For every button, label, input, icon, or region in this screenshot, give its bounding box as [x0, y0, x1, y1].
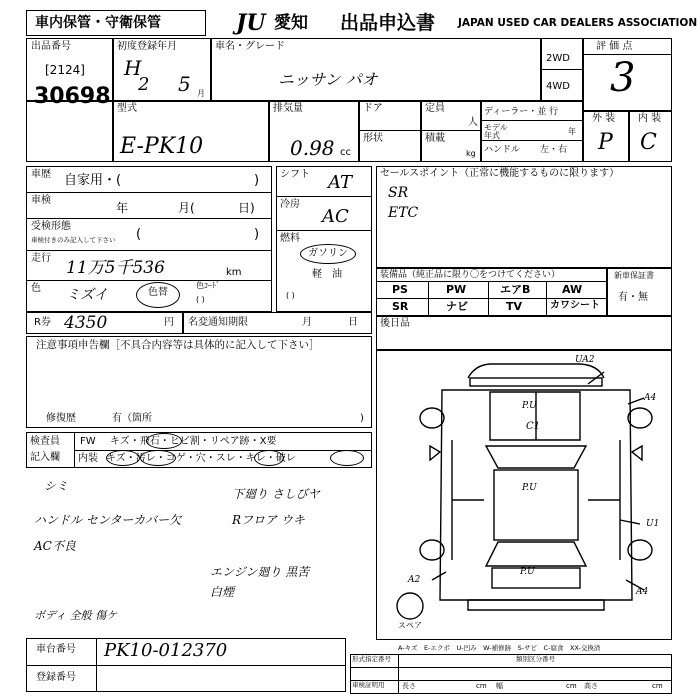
equip-tv: TV: [506, 300, 523, 313]
mark-circle-5: [330, 450, 364, 466]
sales-points-block: [376, 166, 672, 268]
drive-4wd: 4WD: [546, 81, 570, 92]
aircon-value: AC: [322, 206, 349, 227]
mark-circle-2: [106, 450, 140, 466]
damage-mark-pu-roof: P.U: [522, 483, 537, 493]
damage-mark-c1: C1: [526, 421, 541, 432]
equip-airbag: エアB: [500, 283, 531, 296]
acceptance-open: (: [136, 227, 142, 242]
aircon-label: 冷房: [280, 199, 300, 210]
doors-label: ドア: [363, 103, 383, 114]
hand-note-2: ハンドル センターカバー欠: [34, 513, 182, 527]
load-label: 積載: [425, 133, 445, 144]
interior-label: 内 装: [638, 113, 662, 124]
recycle-label: R券: [34, 317, 51, 328]
mark-circle-4: [254, 450, 284, 466]
registration-era: H: [124, 56, 142, 80]
shape-label: 形状: [363, 133, 383, 144]
warranty-label: 新車保証書: [614, 271, 654, 280]
damage-mark-pu-rear: P.U: [520, 567, 535, 577]
notes-label: 注意事項申告欄［不具合内容等は具体的に記入して下さい］: [36, 339, 320, 351]
equip-navi: ナビ: [446, 300, 468, 313]
mileage-unit: km: [226, 267, 242, 278]
spare-label: スペア: [398, 621, 422, 630]
checker-label-1: 検査員: [30, 436, 60, 447]
hand-note-3: AC不良: [34, 539, 76, 553]
footer-height: 高さ: [584, 682, 598, 690]
diagram-block: [376, 350, 672, 640]
registration-label: 初度登録年月: [117, 41, 177, 52]
equip-pw: PW: [446, 283, 467, 296]
repair-label: 修復歴: [46, 413, 76, 424]
damage-legend: A-キズ E-エクボ U-凹み W-補修跡 S-サビ C-腐食 XX-交換済: [398, 644, 601, 652]
load-unit: kg: [466, 149, 476, 158]
meter-month: 月: [302, 317, 312, 328]
equip-sr: SR: [392, 300, 409, 313]
color-value: ミズイ: [66, 287, 108, 303]
exterior-label: 外 装: [592, 113, 616, 124]
damage-mark-u1: U1: [646, 519, 660, 529]
mileage-value: 11万5千536: [66, 258, 165, 278]
hand-note-5: Rフロア ウキ: [232, 513, 305, 527]
capacity-label: 定員: [425, 103, 445, 114]
history-value: 自家用・(: [64, 173, 122, 188]
checker-label-2: 記入欄: [30, 452, 60, 463]
footer-row3-label: 車検証明用: [352, 681, 385, 689]
inspection-day: 日): [238, 201, 255, 215]
grade-value: 3: [610, 55, 636, 101]
interior-value: C: [640, 130, 657, 155]
footer-row2-label: 類別区分番号: [516, 655, 555, 663]
footer-length: 長さ: [402, 682, 416, 690]
damage-mark-a4-front: A4: [644, 393, 657, 403]
year-unit: 年: [568, 127, 576, 136]
capacity-unit: 人: [468, 117, 478, 128]
ju-logo: JU: [236, 10, 266, 36]
footer-width: 幅: [496, 682, 503, 690]
page-title: 出品申込書: [340, 12, 436, 34]
footer-cm-2: cm: [566, 682, 577, 690]
history-label: 車歴: [31, 169, 51, 180]
hand-note-4: 下廻り さしびヤ: [232, 487, 320, 501]
checker-interior: 内装: [78, 453, 98, 464]
lot-sub: [2124]: [45, 63, 85, 77]
storage-label: 車内保管・守衛保管: [35, 15, 161, 31]
damage-mark-ua2: UA2: [575, 355, 595, 365]
dealer-label: ディーラー・並 行: [484, 107, 559, 117]
lot-number: 30698: [34, 84, 111, 109]
registration-month: 5: [178, 72, 191, 96]
registration-no-label: 登録番号: [36, 672, 76, 683]
checker-fw-items: キズ・飛石・ヒビ割・リペア跡・X要: [110, 436, 277, 447]
car-name-value: ニッサン パオ: [278, 70, 378, 89]
registration-year: 2: [138, 74, 150, 95]
handle-options: 左・右: [540, 145, 568, 155]
acceptance-label: 受検形態: [31, 221, 71, 232]
inspection-year: 年: [116, 201, 129, 215]
rear-items-block: [376, 316, 672, 350]
footer-cm-3: cm: [652, 682, 663, 690]
hand-note-1: シミ: [44, 479, 69, 493]
mark-circle-3: [140, 450, 176, 466]
recycle-unit: 円: [164, 317, 174, 328]
chassis-label: 車台番号: [36, 644, 76, 655]
association-name: JAPAN USED CAR DEALERS ASSOCIATION: [458, 17, 698, 29]
model-year-label: モデル 年式: [484, 123, 508, 140]
car-name-label: 車名・グレード: [215, 41, 285, 52]
mileage-label: 走行: [31, 253, 51, 264]
fuel-label: 燃料: [280, 233, 300, 244]
hand-note-7: 白煙: [210, 585, 235, 599]
inspection-month: 月(: [178, 201, 195, 215]
meter-label: 名変通知期限: [188, 317, 248, 328]
fuel-gasoline: ガソリン: [308, 248, 348, 259]
equip-aw: AW: [562, 283, 583, 296]
chassis-value: PK10-012370: [104, 640, 228, 661]
color-code-label: 色ｺｰﾄﾞ: [196, 281, 220, 290]
fuel-diesel: 軽 油: [312, 269, 342, 280]
checker-fw: FW: [80, 436, 96, 447]
model-label: 型式: [117, 103, 137, 114]
displacement-unit: cc: [340, 147, 351, 158]
color-change-label: 色替: [148, 287, 168, 298]
acceptance-sub: 車検付きのみ記入して下さい: [31, 236, 116, 244]
footer-row1-label: 形式指定番号: [352, 655, 391, 663]
displacement-label: 排気量: [273, 103, 303, 114]
checker-interior-items: キズ・汚レ・コゲ・穴・スレ・キレ・破レ: [106, 453, 296, 464]
exterior-value: P: [598, 130, 613, 155]
sales-points-label: セールスポイント（正常に機能するものに限ります）: [380, 168, 620, 179]
color-code-paren: ( ): [196, 295, 205, 304]
footer-cm-1: cm: [476, 682, 487, 690]
equip-ps: PS: [392, 283, 408, 296]
damage-mark-a4-rear: A4: [636, 587, 649, 597]
repair-close: ): [360, 413, 364, 424]
hand-note-6: エンジン廻り 黒苦: [210, 565, 310, 579]
repair-value: 有（箇所: [112, 413, 152, 424]
equip-leather-seat: カワシート: [550, 300, 600, 311]
equipment-label: 装備品（純正品に限り〇をつけてください）: [380, 270, 561, 280]
recycle-value: 4350: [64, 313, 108, 333]
logo-text: 愛知: [274, 13, 308, 33]
color-label: 色: [31, 283, 41, 294]
damage-mark-a2: A2: [408, 575, 421, 585]
history-close: ): [254, 173, 260, 188]
model-value: E-PK10: [120, 134, 204, 159]
handle-label: ハンドル: [484, 145, 521, 155]
color-change-circle: [136, 282, 180, 308]
drive-2wd: 2WD: [546, 53, 570, 64]
sales-point-2: ETC: [388, 205, 419, 221]
displacement-value: 0.98: [290, 136, 335, 160]
acceptance-close: ): [254, 227, 260, 242]
registration-month-unit: 月: [197, 89, 205, 98]
grade-label: 評 価 点: [596, 41, 633, 52]
meter-day: 日: [348, 317, 358, 328]
fuel-paren: ( ): [286, 291, 295, 300]
warranty-options: 有・無: [618, 292, 648, 303]
hand-note-8: ボディ 全般 傷ケ: [34, 609, 118, 622]
damage-mark-pu-hood: P.U: [522, 401, 537, 411]
inspection-label: 車検: [31, 195, 51, 206]
shift-value: AT: [328, 172, 353, 193]
sales-point-1: SR: [388, 185, 409, 201]
mark-circle-1: [146, 433, 182, 449]
rear-items-label: 後日品: [380, 318, 410, 329]
lot-label: 出品番号: [31, 41, 71, 52]
shift-label: シフト: [280, 169, 310, 180]
